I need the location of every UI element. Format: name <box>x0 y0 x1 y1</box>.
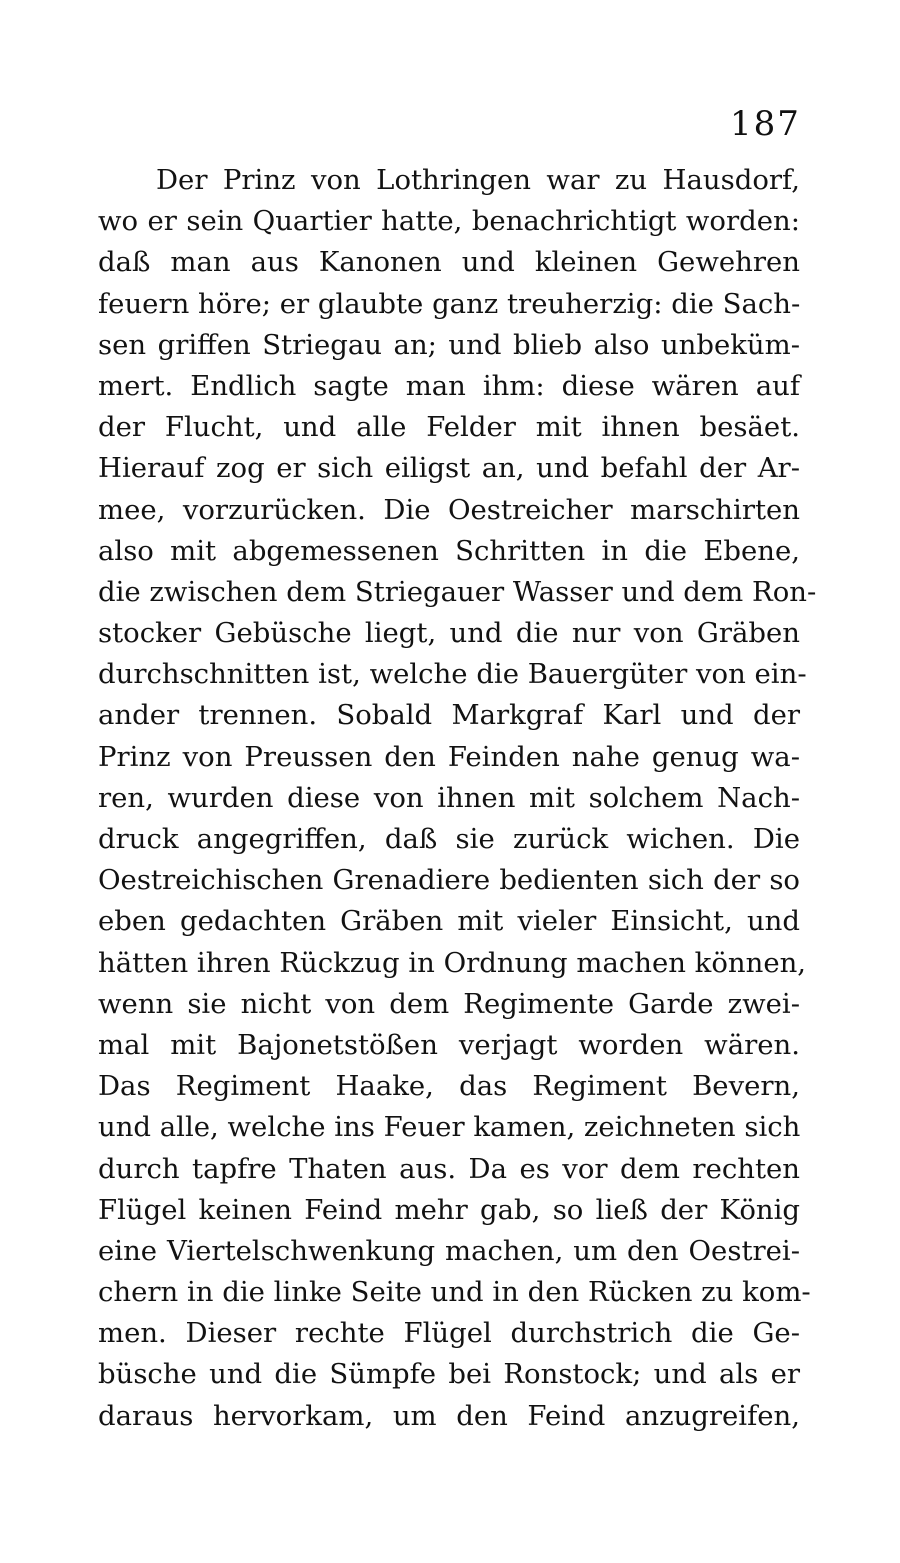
text-line: der Flucht, und alle Felder mit ihnen besäet. <box>98 411 800 444</box>
text-line: ren, wurden diese von ihnen mit solchem Nach- <box>98 781 800 814</box>
text-line: daß man aus Kanonen und kleinen Gewehren <box>98 246 800 279</box>
text-line: und alle, welche ins Feuer kamen, zeichneten sich <box>98 1111 801 1144</box>
text-line: eine Viertelschwenkung machen, um den Oestrei- <box>98 1234 800 1267</box>
text-line: Der Prinz von Lothringen war zu Hausdorf, <box>156 164 800 196</box>
text-line: Oestreichischen Grenadiere bedienten sich der so <box>98 864 800 897</box>
text-line: wo er sein Quartier hatte, benachrichtigt worden: <box>98 205 800 238</box>
text-line: wenn sie nicht von dem Regimente Garde zwei- <box>98 987 800 1020</box>
text-line: sen griffen Striegau an; und blieb also unbeküm- <box>98 328 800 361</box>
text-line: mert. Endlich sagte man ihm: diese wären auf <box>98 369 800 402</box>
text-line: Flügel keinen Feind mehr gab, so ließ der König <box>98 1193 800 1226</box>
text-line: Das Regiment Haake, das Regiment Bevern, <box>98 1070 800 1103</box>
text-line: stocker Gebüsche liegt, und die nur von Gräben <box>98 617 800 650</box>
text-line: daraus hervorkam, um den Feind anzugreifen, <box>98 1399 800 1432</box>
text-line: hätten ihren Rückzug in Ordnung machen können, <box>98 946 807 979</box>
body-text <box>98 160 817 1437</box>
text-line: men. Dieser rechte Flügel durchstrich die Ge- <box>98 1317 800 1350</box>
text-line: eben gedachten Gräben mit vieler Einsicht, und <box>98 905 800 938</box>
text-line: feuern höre; er glaubte ganz treuherzig: die Sach- <box>98 287 801 320</box>
page-number: 187 <box>730 104 801 144</box>
text-line: Prinz von Preussen den Feinden nahe genug wa- <box>98 740 800 773</box>
text-line: mee, vorzurücken. Die Oestreicher marschirten <box>98 493 800 526</box>
text-line: druck angegriffen, daß sie zurück wichen. Die <box>98 823 800 855</box>
text-line: büsche und die Sümpfe bei Ronstock; und als er <box>98 1358 800 1391</box>
text-line: also mit abgemessenen Schritten in die Ebene, <box>98 534 800 567</box>
text-line: Hierauf zog er sich eiligst an, und befahl der Ar- <box>98 452 800 485</box>
text-line: durchschnitten ist, welche die Bauergüter von ein- <box>98 658 807 691</box>
text-line: durch tapfre Thaten aus. Da es vor dem rechten <box>98 1152 800 1185</box>
text-line: chern in die linke Seite und in den Rücken zu kom- <box>98 1276 811 1309</box>
text-line: mal mit Bajonetstößen verjagt worden wären. <box>98 1028 800 1061</box>
text-line: ander trennen. Sobald Markgraf Karl und der <box>98 699 800 732</box>
text-line: die zwischen dem Striegauer Wasser und dem Ron- <box>98 575 817 608</box>
